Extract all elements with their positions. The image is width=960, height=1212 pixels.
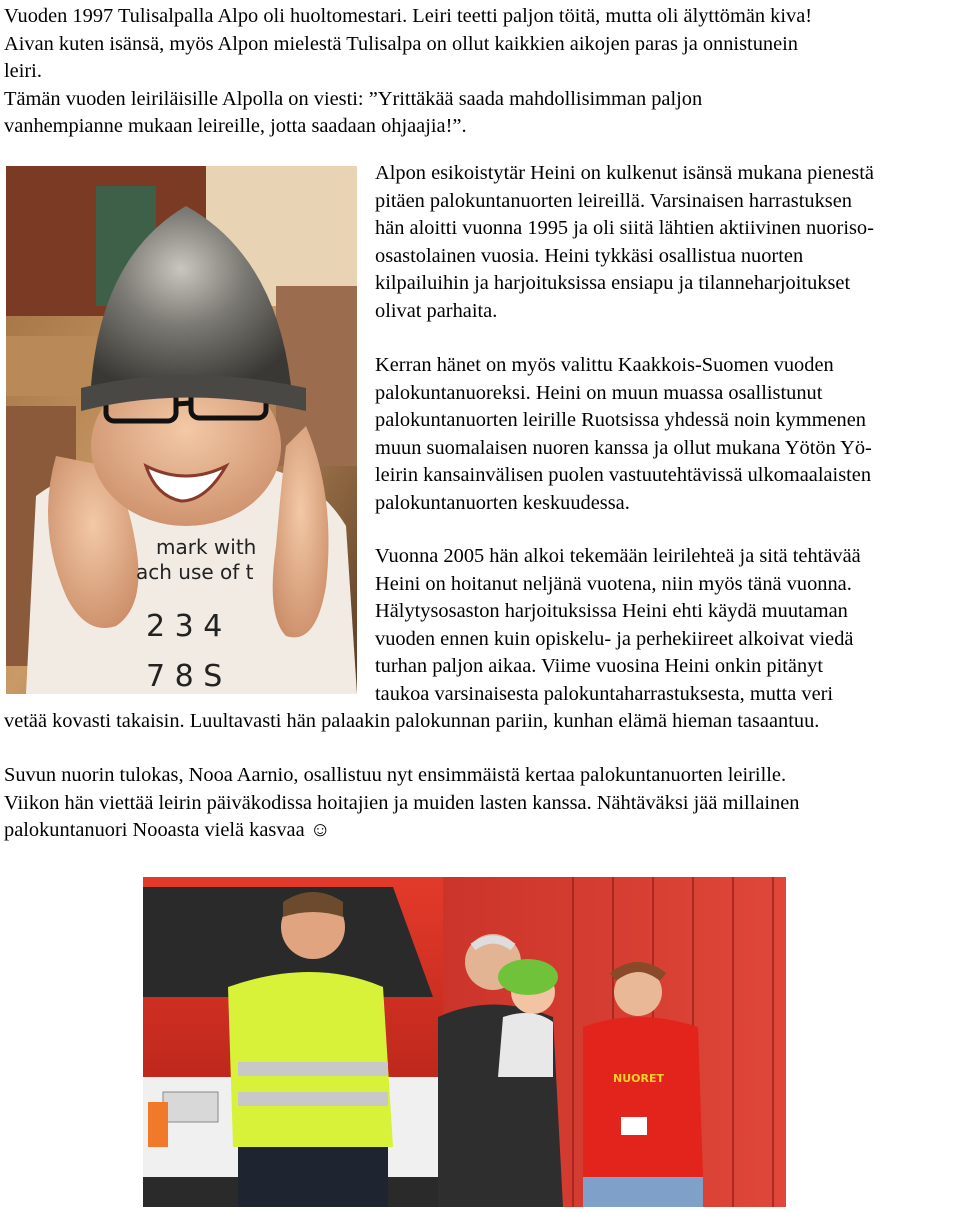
intro-line: Aivan kuten isänsä, myös Alpon mielestä Tulisalpa on ollut kaikkien aikojen paras ja onnistunein [4,32,798,55]
text-line: vuoden ennen kuin opiskelu- ja perhekiireet alkoivat viedä [375,627,854,650]
text-line: taukoa varsinaisesta palokuntaharrastuksesta, mutta veri [375,682,834,705]
shirt-digits: 2 3 4 [146,609,223,644]
heini-paragraph-2 [375,352,872,517]
photo-family-firetruck [143,877,786,1207]
shirt-text: ach use of t [136,560,254,584]
shirt-text: mark with [156,535,257,559]
text-line: Suvun nuorin tulokas, Nooa Aarnio, osallistuu nyt ensimmäistä kertaa palokuntanuorten leirille. [4,764,787,786]
intro-line: Tämän vuoden leiriläisille Alpolla on viesti: ”Yrittäkää saada mahdollisimman paljon [4,87,703,110]
text-line: pitäen palokuntanuorten leireillä. Varsinaisen harrastuksen [375,189,852,212]
shirt-digits: 7 8 S [146,659,223,694]
text-line: hän aloitti vuonna 1995 ja oli siitä lähtien aktiivinen nuoriso- [375,217,874,239]
text-line: Alpon esikoistytär Heini on kulkenut isänsä mukana pienestä [375,162,874,184]
text-line: osastolainen vuosia. Heini tykkäsi osallistua nuorten [375,244,804,267]
text-line: palokuntanuorten leirille Ruotsissa yhdessä noin kymmenen [375,409,866,431]
text-line: Vuonna 2005 hän alkoi tekemään leirilehteä ja sitä tehtävää [375,545,861,567]
intro-paragraph [4,3,812,141]
nooa-paragraph [4,762,799,845]
text-line: kilpailuihin ja harjoituksissa ensiapu ja tilanneharjoitukset [375,272,851,294]
text-line: vetää kovasti takaisin. Luultavasti hän palaakin palokunnan pariin, kunhan elämä hieman tasaantuu. [4,710,820,732]
photo-heini-helmet [6,166,357,694]
text-line: palokuntanuori Nooasta vielä kasvaa ☺ [4,819,331,841]
intro-line: vanhempianne mukaan leireille, jotta saadaan ohjaajia!”. [4,115,467,137]
text-line: leirin kansainvälisen puolen vastuutehtävissä ulkomaalaisten [375,464,872,486]
text-line: turhan paljon aikaa. Viime vuosina Heini onkin pitänyt [375,655,824,677]
text-line: palokuntanuorten keskuudessa. [375,491,630,514]
text-line: Hälytysosaston harjoituksissa Heini ehti käydä muutaman [375,600,848,622]
text-line: muun suomalaisen nuoren kanssa ja ollut mukana Yötön Yö- [375,436,872,459]
heini-paragraph-3 [375,543,861,708]
intro-line: Vuoden 1997 Tulisalpalla Alpo oli huoltomestari. Leiri teetti paljon töitä, mutta oli älyttömän kiva! [4,5,813,27]
shirt-logo: NUORET [613,1072,664,1085]
heini-paragraph-3-tail [4,708,819,736]
heini-paragraph-1 [375,160,874,325]
text-line: olivat parhaita. [375,299,498,322]
text-line: Heini on hoitanut neljänä vuotena, niin myös tänä vuonna. [375,572,852,595]
text-line: Kerran hänet on myös valittu Kaakkois-Suomen vuoden [375,354,834,376]
intro-line: leiri. [4,60,42,82]
text-line: Viikon hän viettää leirin päiväkodissa hoitajien ja muiden lasten kanssa. Nähtäväksi jää millainen [4,791,800,814]
text-line: palokuntanuoreksi. Heini on muun muassa osallistunut [375,381,823,404]
